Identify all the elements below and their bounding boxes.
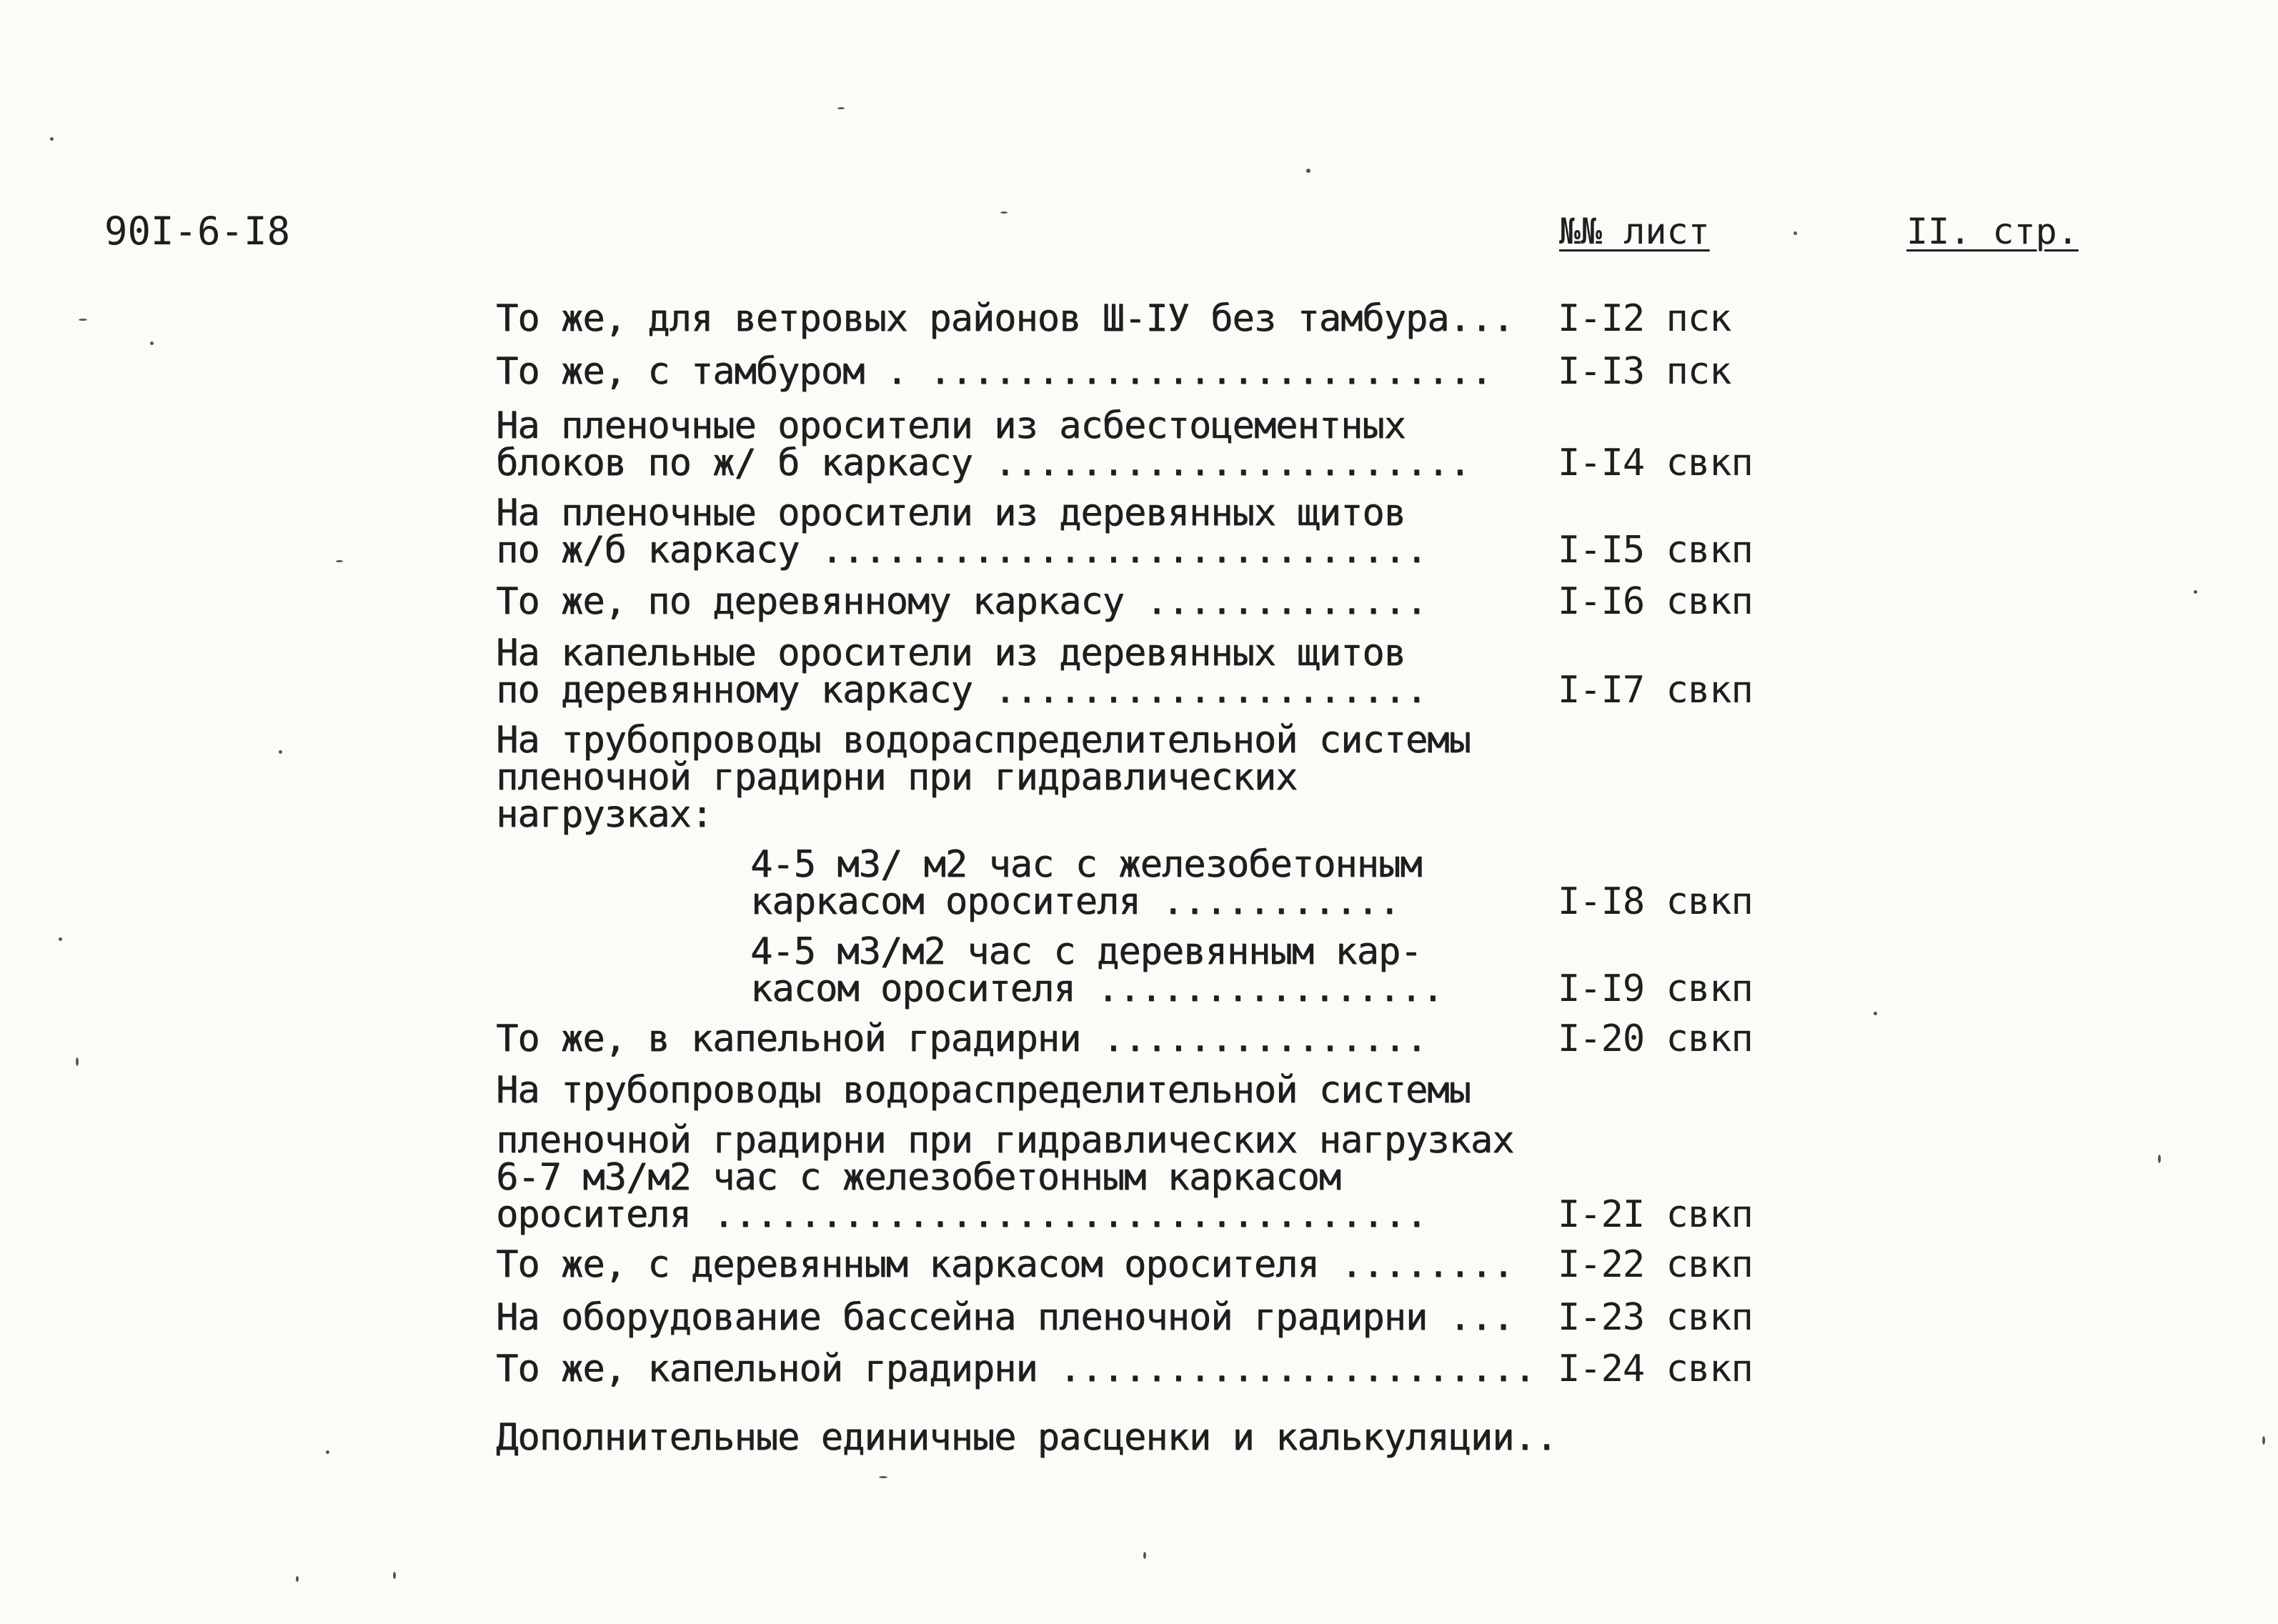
scan-speck [50, 137, 54, 141]
scan-speck [837, 107, 845, 109]
entry-text-4: На пленочные оросители из деревянных щитов по ж/б каркасу ............................ [496, 492, 1428, 572]
entry-code-8: I-I8 свкп [1558, 880, 1753, 923]
entry-text-3: На пленочные оросители из асбестоцементных блоков по ж/ б каркасу ...................... [496, 404, 1471, 484]
entry-text-9: 4-5 м3/м2 час с деревянным кар- касом оросителя ................ [750, 930, 1443, 1010]
entry-text-5: То же, по деревянному каркасу ............. [496, 580, 1428, 623]
entry-code-14: I-23 свкп [1558, 1296, 1753, 1339]
scan-speck [326, 1450, 329, 1454]
scan-speck [879, 1476, 887, 1478]
scan-speck [393, 1572, 396, 1579]
entry-text-6: На капельные оросители из деревянных щитов по деревянному каркасу .................... [496, 632, 1428, 712]
entry-code-13: I-22 свкп [1558, 1243, 1753, 1286]
scan-speck [76, 1057, 79, 1066]
entry-text-14: На оборудование бассейна пленочной градирни ... [496, 1296, 1514, 1339]
entry-text-8: 4-5 м3/ м2 час с железобетонным каркасом оросителя ........... [750, 843, 1422, 923]
scan-speck [2158, 1155, 2161, 1163]
entry-code-15: I-24 свкп [1558, 1347, 1753, 1390]
entry-text-2: То же, с тамбуром . .......................... [496, 350, 1493, 393]
scan-speck [336, 560, 343, 562]
entry-text-11: На трубопроводы водораспределительной системы [496, 1069, 1471, 1112]
entry-code-4: I-I5 свкп [1558, 529, 1753, 572]
entry-code-3: I-I4 свкп [1558, 442, 1753, 484]
scan-speck [2262, 1436, 2265, 1445]
entry-code-6: I-I7 свкп [1558, 669, 1753, 712]
entry-text-10: То же, в капельной градирни ............... [496, 1017, 1428, 1060]
entry-code-12: I-2I свкп [1558, 1193, 1753, 1236]
entry-code-5: I-I6 свкп [1558, 580, 1753, 623]
entry-text-15: То же, капельной градирни ...................... [496, 1347, 1536, 1390]
scan-speck [1306, 169, 1310, 173]
scan-speck [1000, 211, 1008, 214]
scan-speck [2194, 590, 2197, 594]
entry-code-9: I-I9 свкп [1558, 967, 1753, 1010]
scan-speck [150, 342, 154, 345]
entry-text-12: пленочной градирни при гидравлических нагрузках 6-7 м3/м2 час с железобетонным каркасом оросителя ................................. [496, 1119, 1514, 1236]
footer-text: Дополнительные единичные расценки и калькуляции.. [496, 1416, 1558, 1459]
page-number-header: II. стр. [1906, 211, 2079, 252]
scan-speck [79, 319, 87, 321]
entry-text-7: На трубопроводы водораспределительной системы пленочной градирни при гидравлических нагрузках: [496, 719, 1471, 836]
entry-text-13: То же, с деревянным каркасом оросителя ........ [496, 1243, 1514, 1286]
scan-speck [296, 1576, 299, 1582]
scan-speck [279, 750, 282, 754]
entry-code-2: I-I3 пск [1558, 350, 1731, 393]
scan-speck [1874, 1012, 1877, 1015]
entry-code-10: I-20 свкп [1558, 1017, 1753, 1060]
scan-speck [1143, 1552, 1146, 1559]
entry-code-1: I-I2 пск [1558, 297, 1731, 340]
scan-speck [1794, 231, 1797, 235]
entry-text-1: То же, для ветровых районов Ш-IУ без тамбура... [496, 297, 1514, 340]
scan-speck [59, 937, 62, 941]
sheet-number-header: №№ лист [1559, 211, 1710, 252]
document-number: 90I-6-I8 [104, 209, 291, 254]
